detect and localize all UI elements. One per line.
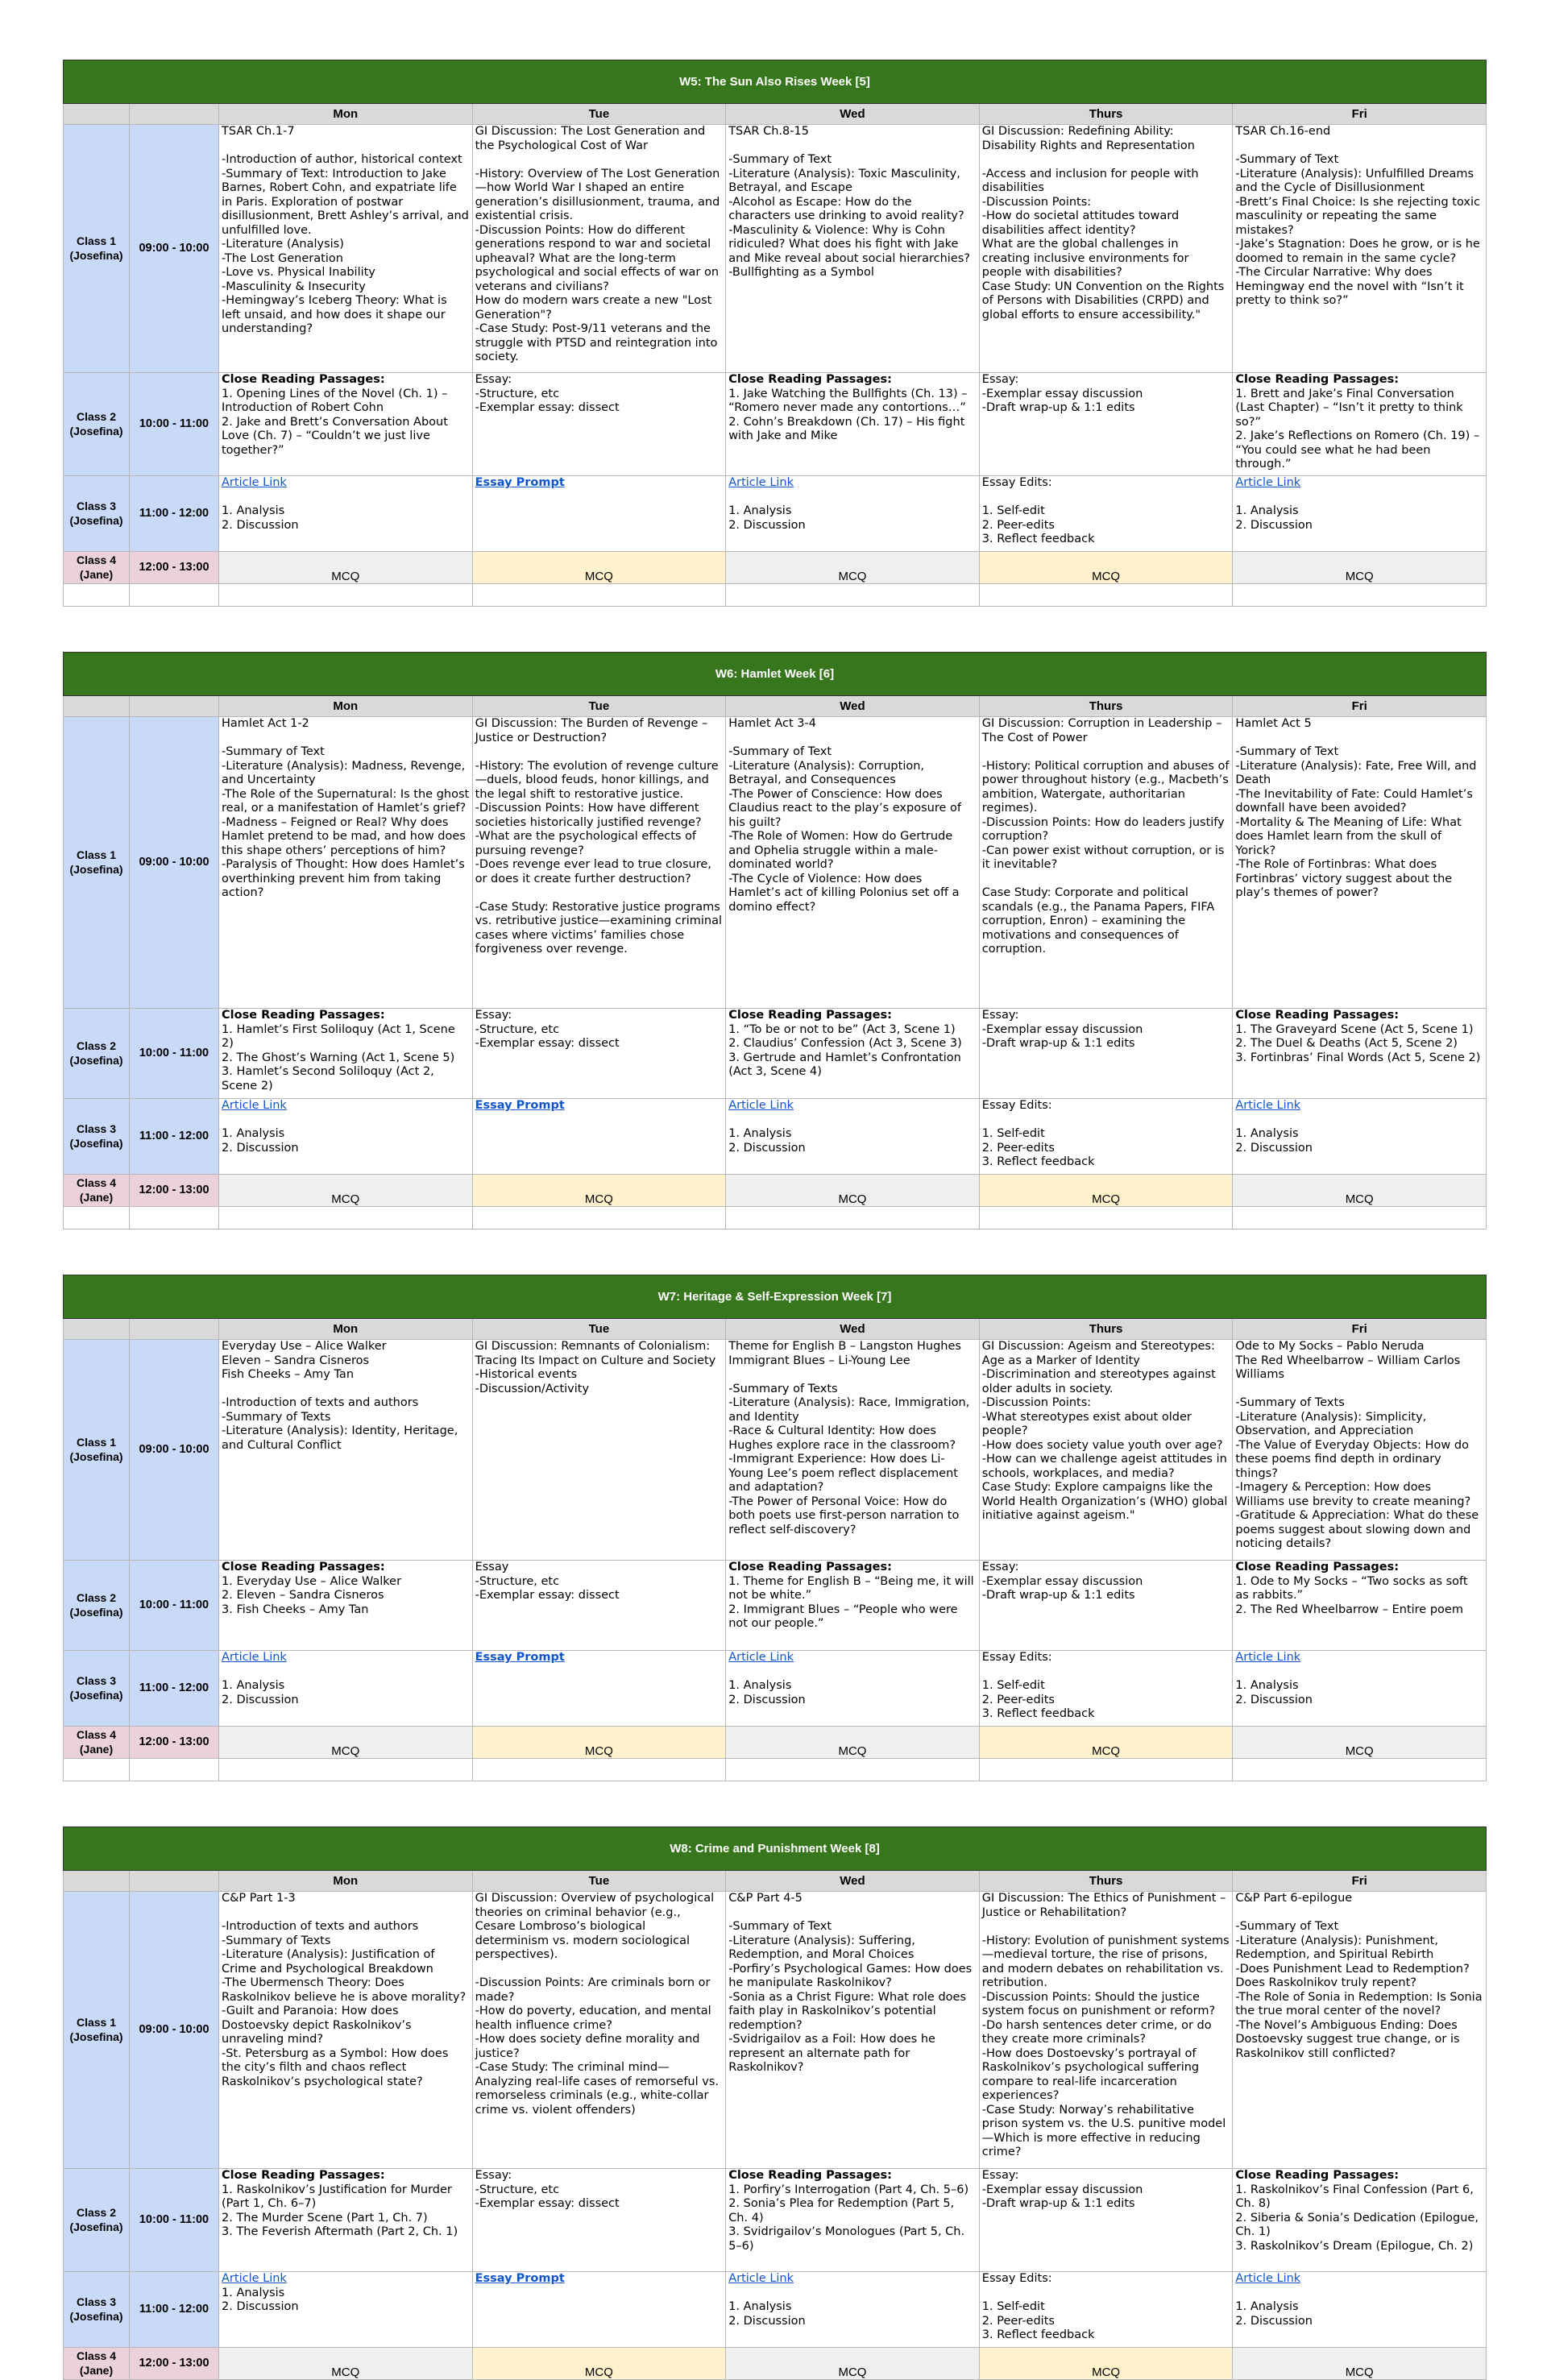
spacer-cell [64, 1759, 130, 1781]
close-reading-heading: Close Reading Passages: [1235, 373, 1400, 386]
mcq-mon: MCQ [219, 552, 473, 584]
class2-mon-text: 1. Everyday Use – Alice Walker 2. Eleven – Sandra Cisneros 3. Fish Cheeks – Amy Tan [222, 1574, 402, 1616]
class3-wed-text: 1. Analysis 2. Discussion [728, 2300, 806, 2328]
day-header-fri: Fri [1233, 1319, 1487, 1340]
article-link[interactable]: Article Link [728, 2272, 794, 2285]
class3-thu: Essay Edits: 1. Self-edit 2. Peer-edits 3. Reflect feedback [979, 476, 1233, 552]
class3-mon [219, 1651, 473, 1727]
spacer-cell [979, 1759, 1233, 1781]
week-gap [63, 1781, 1487, 1826]
close-reading-heading: Close Reading Passages: [1235, 1561, 1400, 1574]
class-label: Class 4 (Jane) [64, 1175, 130, 1207]
article-link[interactable]: Article Link [1235, 1651, 1301, 1664]
mcq-wed: MCQ [726, 552, 980, 584]
class1-fri: C&P Part 6-epilogue -Summary of Text -Literature (Analysis): Punishment, Redemption, and Spiritual Rebirth -Does Punishment Lead to Redemption? Does Raskolnikov truly repent? -The Role of Sonia in Redemption: Is Sonia the true moral center of the novel? -The Novel’s Ambiguous Ending: Does Dostoevsky suggest true change, or is Raskolnikov still conflicted? [1233, 1892, 1487, 2169]
day-header-mon: Mon [219, 1871, 473, 1892]
spacer-cell [1233, 1207, 1487, 1229]
mcq-tue: MCQ [472, 552, 726, 584]
mcq-thu: MCQ [979, 1175, 1233, 1207]
close-reading-heading: Close Reading Passages: [728, 373, 892, 386]
class2-tue: Essay: -Structure, etc -Exemplar essay: dissect [472, 1009, 726, 1099]
day-header-tue: Tue [472, 1319, 726, 1340]
class2-wed-text: 1. Jake Watching the Bullfights (Ch. 13) – “Romero never made any contortions…” 2. Cohn’s Breakdown (Ch. 17) – His fight with Jake and Mike [728, 387, 968, 442]
time-slot: 12:00 - 13:00 [130, 1727, 219, 1759]
class2-thu: Essay: -Exemplar essay discussion -Draft wrap-up & 1:1 edits [979, 1561, 1233, 1651]
week-gap [63, 607, 1487, 652]
class2-mon-text: 1. Raskolnikov’s Justification for Murder (Part 1, Ch. 6–7) 2. The Murder Scene (Part 1, Ch. 7) 3. The Feverish Aftermath (Part 2, Ch. 1) [222, 2183, 458, 2238]
essay-prompt-link[interactable]: Essay Prompt [475, 2272, 565, 2285]
day-header-fri: Fri [1233, 696, 1487, 717]
close-reading-heading: Close Reading Passages: [728, 1561, 892, 1574]
day-header-thu: Thurs [979, 696, 1233, 717]
class3-fri [1233, 1651, 1487, 1727]
class3-wed [726, 1651, 980, 1727]
article-link[interactable]: Article Link [222, 2272, 287, 2285]
class2-fri [1233, 1561, 1487, 1651]
week-table-w6 [63, 652, 1487, 1229]
week-table-w7 [63, 1275, 1487, 1781]
class2-fri-text: 1. Raskolnikov’s Final Confession (Part 6, Ch. 8) 2. Siberia & Sonia’s Dedication (Epilogue, Ch. 1) 3. Raskolnikov’s Dream (Epilogue, Ch. 2) [1235, 2183, 1479, 2253]
day-header-tue: Tue [472, 104, 726, 125]
time-slot: 10:00 - 11:00 [130, 2169, 219, 2272]
article-link[interactable]: Article Link [222, 1651, 287, 1664]
class2-mon [219, 373, 473, 476]
essay-prompt-link[interactable]: Essay Prompt [475, 1651, 565, 1664]
spacer-cell [64, 1207, 130, 1229]
class2-thu: Essay: -Exemplar essay discussion -Draft wrap-up & 1:1 edits [979, 2169, 1233, 2272]
class2-tue: Essay -Structure, etc -Exemplar essay: dissect [472, 1561, 726, 1651]
week-title: W8: Crime and Punishment Week [8] [64, 1827, 1487, 1871]
corner-cell [64, 1319, 130, 1340]
spacer-cell [472, 584, 726, 607]
corner-cell [130, 696, 219, 717]
time-slot: 10:00 - 11:00 [130, 373, 219, 476]
class3-thu: Essay Edits: 1. Self-edit 2. Peer-edits 3. Reflect feedback [979, 2272, 1233, 2348]
week-title: W5: The Sun Also Rises Week [5] [64, 60, 1487, 104]
corner-cell [130, 104, 219, 125]
class3-tue [472, 2272, 726, 2348]
class-label: Class 4 (Jane) [64, 2348, 130, 2380]
spacer-cell [1233, 1759, 1487, 1781]
spacer-cell [472, 1759, 726, 1781]
class1-mon: TSAR Ch.1-7 -Introduction of author, historical context -Summary of Text: Introduction to Jake Barnes, Robert Cohn, and expatriate life in Paris. Exploration of postwar disillusionment, Brett Ashley’s arrival, and unfulfilled love. -Literature (Analysis) -The Lost Generation -Love vs. Physical Inability -Masculinity & Insecurity -Hemingway’s Iceberg Theory: What is left unsaid, and how does it shape our understanding? [219, 125, 473, 373]
time-slot: 11:00 - 12:00 [130, 1099, 219, 1175]
time-slot: 12:00 - 13:00 [130, 552, 219, 584]
spacer-cell [979, 1207, 1233, 1229]
class2-wed-text: 1. Porfiry’s Interrogation (Part 4, Ch. 5–6) 2. Sonia’s Plea for Redemption (Part 5, Ch. 4) 3. Svidrigailov’s Monologues (Part 5, Ch. 5–6) [728, 2183, 969, 2253]
close-reading-heading: Close Reading Passages: [222, 1561, 385, 1574]
mcq-thu: MCQ [979, 1727, 1233, 1759]
spacer-cell [130, 584, 219, 607]
spacer-cell [472, 1207, 726, 1229]
class3-wed-text: 1. Analysis 2. Discussion [728, 1127, 806, 1155]
class3-mon-text: 1. Analysis 2. Discussion [222, 504, 299, 532]
class1-mon: Hamlet Act 1-2 -Summary of Text -Literature (Analysis): Madness, Revenge, and Uncertainty -The Role of the Supernatural: Is the ghost real, or a manifestation of Hamlet’s grief? -Madness – Feigned or Real? Why does Hamlet pretend to be mad, and how does this shape others’ perceptions of him? -Paralysis of Thought: How does Hamlet’s overthinking prevent him from taking action? [219, 717, 473, 1009]
time-slot: 10:00 - 11:00 [130, 1009, 219, 1099]
mcq-fri: MCQ [1233, 552, 1487, 584]
spacer-cell [726, 584, 980, 607]
class-label: Class 3 (Josefina) [64, 476, 130, 552]
mcq-fri: MCQ [1233, 2348, 1487, 2380]
spacer-cell [130, 1759, 219, 1781]
class-label: Class 3 (Josefina) [64, 1651, 130, 1727]
class2-fri [1233, 2169, 1487, 2272]
class3-mon [219, 2272, 473, 2348]
week-title: W7: Heritage & Self-Expression Week [7] [64, 1275, 1487, 1319]
time-slot: 11:00 - 12:00 [130, 2272, 219, 2348]
class3-thu: Essay Edits: 1. Self-edit 2. Peer-edits 3. Reflect feedback [979, 1099, 1233, 1175]
spacer-cell [726, 1759, 980, 1781]
week-table-w5 [63, 60, 1487, 607]
class1-wed: TSAR Ch.8-15 -Summary of Text -Literature (Analysis): Toxic Masculinity, Betrayal, and Escape -Alcohol as Escape: How do the characters use drinking to avoid reality? -Masculinity & Violence: Why is Cohn ridiculed? What does his fight with Jake and Mike reveal about social hierarchies? -Bullfighting as a Symbol [726, 125, 980, 373]
close-reading-heading: Close Reading Passages: [728, 2169, 892, 2182]
spacer-cell [1233, 584, 1487, 607]
class1-wed: Theme for English B – Langston Hughes Immigrant Blues – Li-Young Lee -Summary of Texts -Literature (Analysis): Race, Immigration, and Identity -Race & Cultural Identity: How does Hughes explore race in the classroom? -Immigrant Experience: How does Li-Young Lee’s poem reflect displacement and adaptation? -The Power of Personal Voice: How do both poets use first-person narration to reflect self-discovery? [726, 1340, 980, 1561]
class3-wed [726, 476, 980, 552]
mcq-wed: MCQ [726, 1175, 980, 1207]
class2-wed-text: 1. “To be or not to be” (Act 3, Scene 1) 2. Claudius’ Confession (Act 3, Scene 3) 3. Gertrude and Hamlet’s Confrontation (Act 3, Scene 4) [728, 1022, 962, 1078]
close-reading-heading: Close Reading Passages: [1235, 2169, 1400, 2182]
article-link[interactable]: Article Link [1235, 1099, 1301, 1112]
time-slot: 11:00 - 12:00 [130, 1651, 219, 1727]
class2-fri [1233, 373, 1487, 476]
corner-cell [64, 1871, 130, 1892]
class1-wed: Hamlet Act 3-4 -Summary of Text -Literature (Analysis): Corruption, Betrayal, and Consequences -The Power of Conscience: How does Claudius react to the play’s exposure of his guilt? -The Role of Women: How do Gertrude and Ophelia struggle within a male-dominated world? -The Cycle of Violence: How does Hamlet’s act of killing Polonius set off a domino effect? [726, 717, 980, 1009]
class2-mon [219, 1009, 473, 1099]
spacer-cell [219, 1759, 473, 1781]
class2-wed [726, 1009, 980, 1099]
class3-tue [472, 1651, 726, 1727]
corner-cell [64, 696, 130, 717]
close-reading-heading: Close Reading Passages: [222, 2169, 385, 2182]
class3-fri-text: 1. Analysis 2. Discussion [1235, 2300, 1313, 2328]
class3-mon [219, 476, 473, 552]
class-label: Class 3 (Josefina) [64, 1099, 130, 1175]
time-slot: 09:00 - 10:00 [130, 1340, 219, 1561]
mcq-wed: MCQ [726, 1727, 980, 1759]
article-link[interactable]: Article Link [222, 1099, 287, 1112]
mcq-tue: MCQ [472, 1727, 726, 1759]
day-header-thu: Thurs [979, 1319, 1233, 1340]
class1-thu: GI Discussion: The Ethics of Punishment – Justice or Rehabilitation? -History: Evolution of punishment systems—medieval torture, the rise of prisons, and modern debates on rehabilitation vs. retribution. -Discussion Points: Should the justice system focus on punishment or reform? -Do harsh sentences deter crime, or do they create more criminals? -How does Dostoevsky’s portrayal of Raskolnikov’s psychological suffering compare to real-life incarceration experiences? -Case Study: Norway’s rehabilitative prison system vs. the U.S. punitive model—Which is more effective in reducing crime? [979, 1892, 1233, 2169]
class3-wed [726, 1099, 980, 1175]
mcq-fri: MCQ [1233, 1175, 1487, 1207]
class1-tue: GI Discussion: The Lost Generation and the Psychological Cost of War -History: Overview of The Lost Generation—how World War I shaped an entire generation’s disillusionment, trauma, and existential crisis. -Discussion Points: How do different generations respond to war and societal upheaval? What are the long-term psychological and social effects of war on veterans and civilians? How do modern wars create a new "Lost Generation"? -Case Study: Post-9/11 veterans and the struggle with PTSD and reintegration into society. [472, 125, 726, 373]
class-label: Class 3 (Josefina) [64, 2272, 130, 2348]
class1-tue: GI Discussion: Remnants of Colonialism: Tracing Its Impact on Culture and Society -Historical events -Discussion/Activity [472, 1340, 726, 1561]
mcq-mon: MCQ [219, 1175, 473, 1207]
close-reading-heading: Close Reading Passages: [222, 1009, 385, 1022]
day-header-fri: Fri [1233, 104, 1487, 125]
class-label: Class 1 (Josefina) [64, 125, 130, 373]
mcq-tue: MCQ [472, 1175, 726, 1207]
time-slot: 12:00 - 13:00 [130, 1175, 219, 1207]
class3-fri [1233, 2272, 1487, 2348]
spacer-cell [979, 584, 1233, 607]
article-link[interactable]: Article Link [1235, 476, 1301, 489]
close-reading-heading: Close Reading Passages: [728, 1009, 892, 1022]
class2-tue: Essay: -Structure, etc -Exemplar essay: dissect [472, 2169, 726, 2272]
day-header-wed: Wed [726, 104, 980, 125]
day-header-wed: Wed [726, 696, 980, 717]
article-link[interactable]: Article Link [728, 476, 794, 489]
close-reading-heading: Close Reading Passages: [222, 373, 385, 386]
class-label: Class 4 (Jane) [64, 1727, 130, 1759]
time-slot: 11:00 - 12:00 [130, 476, 219, 552]
class1-wed: C&P Part 4-5 -Summary of Text -Literature (Analysis): Suffering, Redemption, and Moral Choices -Porfiry’s Psychological Games: How does he manipulate Raskolnikov? -Sonia as a Christ Figure: What role does faith play in Raskolnikov’s potential redemption? -Svidrigailov as a Foil: How does he represent an alternate path for Raskolnikov? [726, 1892, 980, 2169]
time-slot: 09:00 - 10:00 [130, 1892, 219, 2169]
spacer-cell [219, 584, 473, 607]
class-label: Class 2 (Josefina) [64, 1561, 130, 1651]
class3-tue [472, 1099, 726, 1175]
class3-wed [726, 2272, 980, 2348]
day-header-thu: Thurs [979, 1871, 1233, 1892]
close-reading-heading: Close Reading Passages: [1235, 1009, 1400, 1022]
article-link[interactable]: Article Link [728, 1651, 794, 1664]
day-header-fri: Fri [1233, 1871, 1487, 1892]
mcq-thu: MCQ [979, 2348, 1233, 2380]
class3-wed-text: 1. Analysis 2. Discussion [728, 504, 806, 532]
class-label: Class 1 (Josefina) [64, 1892, 130, 2169]
class3-fri-text: 1. Analysis 2. Discussion [1235, 504, 1313, 532]
class2-tue: Essay: -Structure, etc -Exemplar essay: dissect [472, 373, 726, 476]
mcq-thu: MCQ [979, 552, 1233, 584]
class2-mon-text: 1. Opening Lines of the Novel (Ch. 1) – Introduction of Robert Cohn 2. Jake and Brett’s Conversation About Love (Ch. 7) – “Couldn’t we just live together?” [222, 387, 448, 457]
essay-prompt-link[interactable]: Essay Prompt [475, 476, 565, 489]
class3-wed-text: 1. Analysis 2. Discussion [728, 1679, 806, 1706]
day-header-mon: Mon [219, 104, 473, 125]
corner-cell [130, 1871, 219, 1892]
mcq-fri: MCQ [1233, 1727, 1487, 1759]
class2-wed [726, 2169, 980, 2272]
class1-thu: GI Discussion: Redefining Ability: Disability Rights and Representation -Access and inclusion for people with disabilities -Discussion Points: -How do societal attitudes toward disabilities affect identity? What are the global challenges in creating inclusive environments for people with disabilities? Case Study: UN Convention on the Rights of Persons with Disabilities (CRPD) and global efforts to ensure accessibility." [979, 125, 1233, 373]
class1-thu: GI Discussion: Corruption in Leadership – The Cost of Power -History: Political corruption and abuses of power throughout history (e.g., Macbeth’s ambition, Watergate, authoritarian regimes). -Discussion Points: How do leaders justify corruption? -Can power exist without corruption, or is it inevitable? Case Study: Corporate and political scandals (e.g., the Panama Papers, FIFA corruption, Enron) – examining the motivations and consequences of corruption. [979, 717, 1233, 1009]
class2-mon [219, 1561, 473, 1651]
class1-fri: TSAR Ch.16-end -Summary of Text -Literature (Analysis): Unfulfilled Dreams and the Cycle of Disillusionment -Brett’s Final Choice: Is she rejecting toxic masculinity or repeating the same mistakes? -Jake’s Stagnation: Does he grow, or is he doomed to remain in the same cycle? -The Circular Narrative: Why does Hemingway end the novel with “Isn’t it pretty to think so?” [1233, 125, 1487, 373]
mcq-mon: MCQ [219, 1727, 473, 1759]
class2-mon [219, 2169, 473, 2272]
class1-thu: GI Discussion: Ageism and Stereotypes: Age as a Marker of Identity -Discrimination and stereotypes against older adults in society. -Discussion Points: -What stereotypes exist about older people? -How does society value youth over age? -How can we challenge ageist attitudes in schools, workplaces, and media? Case Study: Explore campaigns like the World Health Organization’s (WHO) global initiative against ageism." [979, 1340, 1233, 1561]
corner-cell [130, 1319, 219, 1340]
class1-mon: C&P Part 1-3 -Introduction of texts and authors -Summary of Texts -Literature (Analysis): Justification of Crime and Psychological Breakdown -The Ubermensch Theory: Does Raskolnikov believe he is above morality? -Guilt and Paranoia: How does Dostoevsky depict Raskolnikov’s unraveling mind? -St. Petersburg as a Symbol: How does the city’s filth and chaos reflect Raskolnikov’s psychological state? [219, 1892, 473, 2169]
essay-prompt-link[interactable]: Essay Prompt [475, 1099, 565, 1112]
week-table-w8 [63, 1826, 1487, 2380]
day-header-tue: Tue [472, 696, 726, 717]
class1-mon: Everyday Use – Alice Walker Eleven – Sandra Cisneros Fish Cheeks – Amy Tan -Introduction of texts and authors -Summary of Texts -Literature (Analysis): Identity, Heritage, and Cultural Conflict [219, 1340, 473, 1561]
time-slot: 09:00 - 10:00 [130, 717, 219, 1009]
article-link[interactable]: Article Link [728, 1099, 794, 1112]
day-header-wed: Wed [726, 1871, 980, 1892]
spacer-cell [130, 1207, 219, 1229]
class1-fri: Hamlet Act 5 -Summary of Text -Literature (Analysis): Fate, Free Will, and Death -The Inevitability of Fate: Could Hamlet’s downfall have been avoided? -Mortality & The Meaning of Life: What does Hamlet learn from the skull of Yorick? -The Role of Fortinbras: What does Fortinbras’ victory suggest about the play’s themes of power? [1233, 717, 1487, 1009]
day-header-wed: Wed [726, 1319, 980, 1340]
day-header-thu: Thurs [979, 104, 1233, 125]
class1-tue: GI Discussion: The Burden of Revenge – Justice or Destruction? -History: The evolution of revenge culture—duels, blood feuds, honor killings, and the legal shift to restorative justice. -Discussion Points: How have different societies historically justified revenge? -What are the psychological effects of pursuing revenge? -Does revenge ever lead to true closure, or does it create further destruction? -Case Study: Restorative justice programs vs. retributive justice—examining criminal cases where victims’ families chose forgiveness over revenge. [472, 717, 726, 1009]
class3-mon-text: 1. Analysis 2. Discussion [222, 2286, 299, 2313]
class2-thu: Essay: -Exemplar essay discussion -Draft wrap-up & 1:1 edits [979, 373, 1233, 476]
mcq-tue: MCQ [472, 2348, 726, 2380]
class3-mon [219, 1099, 473, 1175]
spacer-cell [64, 584, 130, 607]
class1-tue: GI Discussion: Overview of psychological theories on criminal behavior (e.g., Cesare Lombroso’s biological determinism vs. modern sociological perspectives). -Discussion Points: Are criminals born or made? -How do poverty, education, and mental health influence crime? -How does society define morality and justice? -Case Study: The criminal mind—Analyzing real-life cases of remorseful vs. remorseless criminals (e.g., white-collar crime vs. violent offenders) [472, 1892, 726, 2169]
class3-mon-text: 1. Analysis 2. Discussion [222, 1127, 299, 1155]
class3-tue [472, 476, 726, 552]
class-label: Class 2 (Josefina) [64, 373, 130, 476]
mcq-wed: MCQ [726, 2348, 980, 2380]
day-header-mon: Mon [219, 1319, 473, 1340]
class2-wed-text: 1. Theme for English B – “Being me, it will not be white.” 2. Immigrant Blues – “People who were not our people.” [728, 1574, 974, 1630]
week-gap [63, 1229, 1487, 1275]
class2-thu: Essay: -Exemplar essay discussion -Draft wrap-up & 1:1 edits [979, 1009, 1233, 1099]
class2-fri-text: 1. Ode to My Socks – “Two socks as soft as rabbits.” 2. The Red Wheelbarrow – Entire poem [1235, 1574, 1468, 1616]
class2-fri-text: 1. The Graveyard Scene (Act 5, Scene 1) 2. The Duel & Deaths (Act 5, Scene 2) 3. Fortinbras’ Final Words (Act 5, Scene 2) [1235, 1022, 1481, 1064]
class2-fri [1233, 1009, 1487, 1099]
class-label: Class 2 (Josefina) [64, 2169, 130, 2272]
class3-fri-text: 1. Analysis 2. Discussion [1235, 1679, 1313, 1706]
article-link[interactable]: Article Link [222, 476, 287, 489]
class-label: Class 4 (Jane) [64, 552, 130, 584]
class-label: Class 1 (Josefina) [64, 1340, 130, 1561]
spacer-cell [219, 1207, 473, 1229]
schedule [63, 60, 1487, 2380]
time-slot: 10:00 - 11:00 [130, 1561, 219, 1651]
article-link[interactable]: Article Link [1235, 2272, 1301, 2285]
class-label: Class 1 (Josefina) [64, 717, 130, 1009]
class-label: Class 2 (Josefina) [64, 1009, 130, 1099]
class2-wed [726, 1561, 980, 1651]
class3-fri [1233, 1099, 1487, 1175]
class1-fri: Ode to My Socks – Pablo Neruda The Red Wheelbarrow – William Carlos Williams -Summary of Texts -Literature (Analysis): Simplicity, Observation, and Appreciation -The Value of Everyday Objects: How do these poems find depth in ordinary things? -Imagery & Perception: How does Williams use brevity to create meaning? -Gratitude & Appreciation: What do these poems suggest about slowing down and noticing details? [1233, 1340, 1487, 1561]
class2-wed [726, 373, 980, 476]
class2-fri-text: 1. Brett and Jake’s Final Conversation (Last Chapter) – “Isn’t it pretty to think so?” 2. Jake’s Reflections on Romero (Ch. 19) – “You could see what he had been through.” [1235, 387, 1480, 471]
class3-thu: Essay Edits: 1. Self-edit 2. Peer-edits 3. Reflect feedback [979, 1651, 1233, 1727]
mcq-mon: MCQ [219, 2348, 473, 2380]
corner-cell [64, 104, 130, 125]
time-slot: 09:00 - 10:00 [130, 125, 219, 373]
class3-fri-text: 1. Analysis 2. Discussion [1235, 1127, 1313, 1155]
week-title: W6: Hamlet Week [6] [64, 653, 1487, 696]
day-header-tue: Tue [472, 1871, 726, 1892]
class2-mon-text: 1. Hamlet’s First Soliloquy (Act 1, Scene 2) 2. The Ghost’s Warning (Act 1, Scene 5) 3. Hamlet’s Second Soliloquy (Act 2, Scene 2) [222, 1022, 455, 1093]
time-slot: 12:00 - 13:00 [130, 2348, 219, 2380]
class3-mon-text: 1. Analysis 2. Discussion [222, 1679, 299, 1706]
spacer-cell [726, 1207, 980, 1229]
class3-fri [1233, 476, 1487, 552]
day-header-mon: Mon [219, 696, 473, 717]
